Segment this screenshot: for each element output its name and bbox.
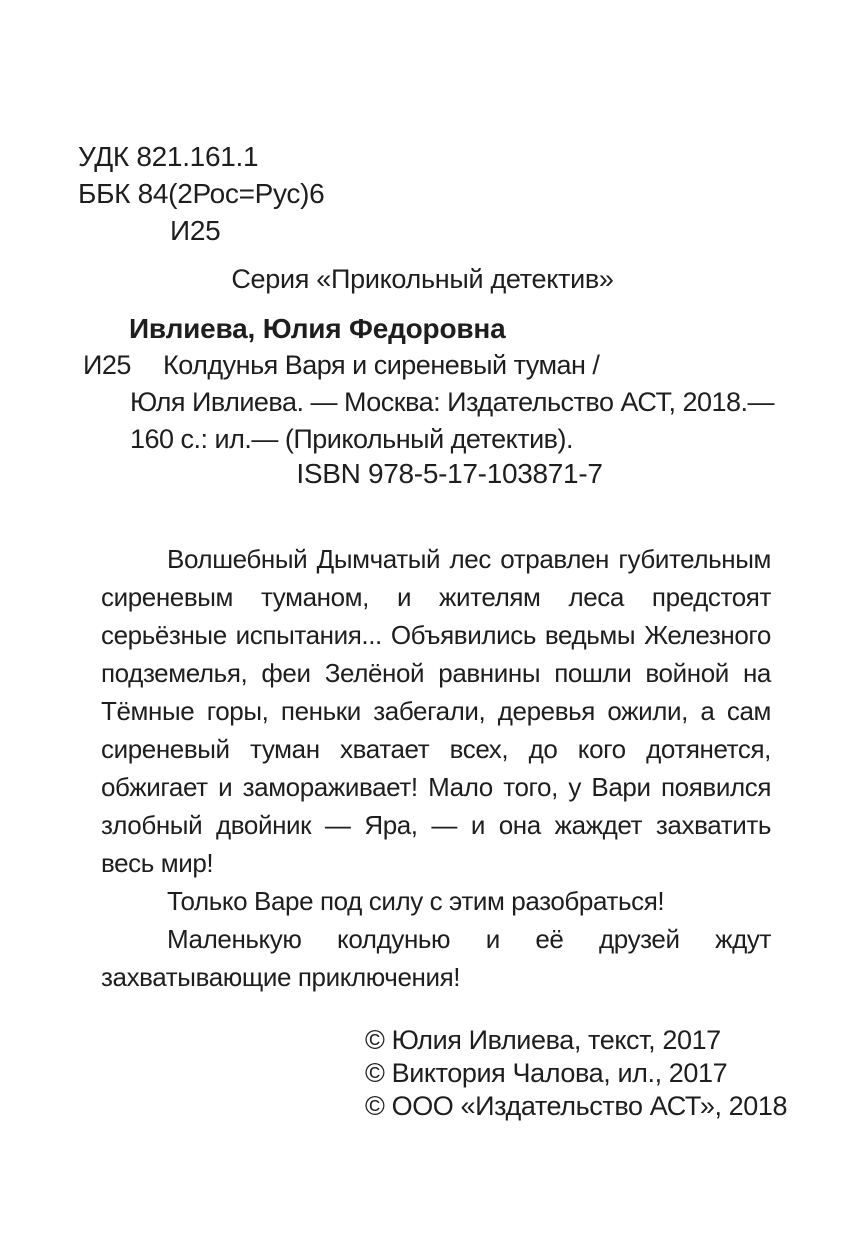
bibliographic-entry <box>83 347 774 458</box>
classification-block <box>78 138 324 249</box>
copyright-block <box>365 1024 787 1123</box>
bbk-line: ББК 84(2Рос=Рус)6 <box>78 178 325 209</box>
book-title: Колдунья Варя и сиреневый туман / <box>163 350 600 380</box>
isbn: ISBN 978-5-17-103871-7 <box>296 458 603 489</box>
author-name: Ивлиева, Юлия Федоровна <box>129 313 506 344</box>
copyright-publisher: © ООО «Издательство АСТ», 2018 <box>365 1091 788 1121</box>
bibliographic-line-1 <box>83 347 774 384</box>
annotation <box>101 540 771 996</box>
copyright-text-author: © Юлия Ивлиева, текст, 2017 <box>365 1025 721 1055</box>
series-title: Серия «Прикольный детектив» <box>231 264 614 294</box>
annotation-paragraph-1: Волшебный Дымчатый лес отравлен губительным сиреневым туманом, и жителям леса предстоят серьёзные испытания... Объявились ведьмы Железного подземелья, феи Зелёной равнины пошли войной на Тёмные горы, пеньки забегали, деревья ожили, а сам сиреневый туман хватает всех, до кого дотянется, обжигает и замораживает! Мало того, у Вари появился злобный двойник — Яра, — и она жаждет захватить весь мир! <box>101 544 771 878</box>
annotation-paragraph-2: Только Варе под силу с этим разобраться! <box>167 886 665 916</box>
bibliographic-line-2: Юля Ивлиева. — Москва: Издательство АСТ, 2018.— <box>130 387 775 417</box>
bibliographic-line-3: 160 с.: ил.— (Прикольный детектив). <box>130 424 574 454</box>
copyright-illustrator: © Виктория Чалова, ил., 2017 <box>365 1058 728 1088</box>
annotation-paragraph-3: Маленькую колдунью и её друзей ждут захватывающие приключения! <box>101 924 771 992</box>
author-sign-code: И25 <box>170 215 221 246</box>
udk-line: УДК 821.161.1 <box>78 141 259 172</box>
catalog-code: И25 <box>83 350 131 380</box>
